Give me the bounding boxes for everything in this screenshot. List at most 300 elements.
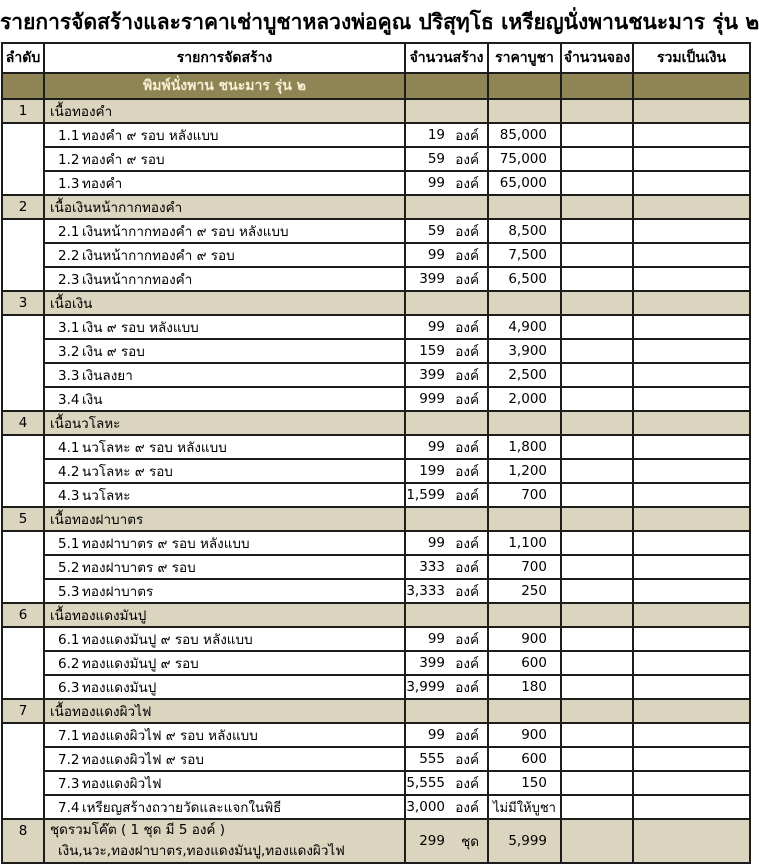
section-quantity-cell	[405, 507, 488, 531]
total-cell	[633, 531, 750, 555]
section-total-cell	[633, 291, 750, 315]
quantity-cell	[405, 747, 488, 771]
price-table	[1, 42, 751, 864]
item-label: ทองฝาบาตร ๙ รอบ	[82, 560, 196, 576]
quantity-cell	[405, 675, 488, 699]
total-cell	[633, 267, 750, 291]
quantity-cell	[405, 627, 488, 651]
section-reserved-cell	[561, 699, 633, 723]
quantity-unit: องค์	[455, 680, 479, 696]
section-name: เนื้อทองฝาบาตร	[44, 507, 405, 531]
section-price-cell	[488, 99, 561, 123]
total-cell	[633, 555, 750, 579]
reserved-cell	[561, 579, 633, 603]
item-cell	[44, 771, 405, 795]
section-price-cell	[488, 411, 561, 435]
price-cell: 4,900	[488, 315, 561, 339]
section-quantity-cell	[405, 99, 488, 123]
section-reserved-cell	[561, 291, 633, 315]
item-label: เงินลงยา	[82, 368, 133, 384]
price-cell: 6,500	[488, 267, 561, 291]
quantity-unit: ชุด	[461, 834, 479, 850]
section-reserved-cell	[561, 195, 633, 219]
section-index: 6	[2, 603, 44, 627]
reserved-cell	[561, 387, 633, 411]
quantity-cell	[405, 483, 488, 507]
item-number: 5.2	[58, 560, 80, 576]
total-cell	[633, 747, 750, 771]
quantity-value: 333	[419, 559, 445, 575]
total-cell	[633, 387, 750, 411]
item-row	[2, 747, 750, 771]
quantity-wrap	[406, 364, 487, 386]
section-reserved-cell	[561, 507, 633, 531]
section-index: 1	[2, 99, 44, 123]
quantity-value: 399	[419, 655, 445, 671]
section-total-cell	[633, 99, 750, 123]
reserved-cell	[561, 531, 633, 555]
quantity-cell	[405, 579, 488, 603]
quantity-wrap	[406, 268, 487, 290]
item-label: เหรียญสร้างถวายวัดและแจกในพิธี	[82, 800, 282, 816]
quantity-value: 99	[427, 247, 445, 263]
series-band-label: พิมพ์นั่งพาน ชนะมาร รุ่น ๒	[44, 73, 405, 99]
total-cell	[633, 795, 750, 819]
section-price-cell	[488, 507, 561, 531]
quantity-value: 99	[427, 631, 445, 647]
item-row	[2, 675, 750, 699]
quantity-wrap	[406, 124, 487, 146]
header-index: ลำดับ	[2, 43, 44, 73]
item-label: เงินหน้ากากทองคำ ๙ รอบ หลังแบบ	[82, 224, 289, 240]
quantity-wrap	[406, 484, 487, 506]
item-label: นวโลหะ	[82, 488, 131, 504]
quantity-value: 3,000	[406, 799, 445, 815]
price-cell: ไม่มีให้บูชา	[488, 795, 561, 819]
quantity-value: 99	[427, 319, 445, 335]
quantity-value: 159	[419, 343, 445, 359]
quantity-cell	[405, 651, 488, 675]
section-quantity-cell	[405, 603, 488, 627]
index-merged-cell	[2, 435, 44, 507]
quantity-cell	[405, 315, 488, 339]
section-price-cell	[488, 603, 561, 627]
total-cell	[633, 651, 750, 675]
reserved-cell	[561, 675, 633, 699]
item-number: 3.4	[58, 392, 80, 408]
item-label: ทองแดงผิวไฟ ๙ รอบ	[82, 752, 204, 768]
quantity-value: 3,999	[406, 679, 445, 695]
quantity-unit: องค์	[455, 536, 479, 552]
item-row	[2, 363, 750, 387]
item-row	[2, 483, 750, 507]
quantity-value: 555	[419, 751, 445, 767]
price-cell: 2,500	[488, 363, 561, 387]
reserved-cell	[561, 315, 633, 339]
quantity-unit: องค์	[455, 320, 479, 336]
item-number: 6.2	[58, 656, 80, 672]
item-row	[2, 531, 750, 555]
section-name: เนื้อทองคำ	[44, 99, 405, 123]
section-price-cell	[488, 699, 561, 723]
quantity-unit: องค์	[455, 560, 479, 576]
item-row	[2, 627, 750, 651]
price-cell: 1,800	[488, 435, 561, 459]
section-index: 5	[2, 507, 44, 531]
item-number: 1.1	[58, 128, 80, 144]
quantity-unit: องค์	[455, 440, 479, 456]
reserved-cell	[561, 795, 633, 819]
quantity-wrap	[406, 628, 487, 650]
section-reserved-cell	[561, 603, 633, 627]
quantity-unit: องค์	[455, 128, 479, 144]
table-header-row	[2, 43, 750, 73]
index-merged-cell	[2, 531, 44, 603]
quantity-value: 99	[427, 175, 445, 191]
reserved-cell	[561, 483, 633, 507]
item-number: 4.1	[58, 440, 80, 456]
item-label: ทองฝาบาตร ๙ รอบ หลังแบบ	[82, 536, 250, 552]
quantity-cell	[405, 123, 488, 147]
set-index: 8	[2, 819, 44, 863]
quantity-wrap	[406, 676, 487, 698]
reserved-cell	[561, 171, 633, 195]
quantity-cell	[405, 459, 488, 483]
quantity-cell	[405, 723, 488, 747]
total-cell	[633, 147, 750, 171]
quantity-cell	[405, 219, 488, 243]
item-row	[2, 651, 750, 675]
quantity-cell	[405, 243, 488, 267]
item-row	[2, 723, 750, 747]
price-cell: 1,200	[488, 459, 561, 483]
header-item: รายการจัดสร้าง	[44, 43, 405, 73]
band-cell-quantity	[405, 73, 488, 99]
section-index: 3	[2, 291, 44, 315]
page-title: รายการจัดสร้างและราคาเช่าบูชาหลวงพ่อคูณ ปริสุทฺโธ เหรียญนั่งพานชนะมาร รุ่น ๒	[0, 10, 759, 34]
item-cell	[44, 483, 405, 507]
quantity-wrap	[406, 772, 487, 794]
section-reserved-cell	[561, 411, 633, 435]
item-number: 3.1	[58, 320, 80, 336]
price-cell: 75,000	[488, 147, 561, 171]
total-cell	[633, 627, 750, 651]
quantity-wrap	[406, 580, 487, 602]
quantity-value: 5,555	[406, 775, 445, 791]
item-cell	[44, 459, 405, 483]
item-cell	[44, 315, 405, 339]
quantity-value: 99	[427, 727, 445, 743]
quantity-wrap	[406, 724, 487, 746]
header-reserved: จำนวนจอง	[561, 43, 633, 73]
total-cell	[633, 579, 750, 603]
section-row	[2, 507, 750, 531]
quantity-value: 1,599	[406, 487, 445, 503]
quantity-unit: องค์	[455, 224, 479, 240]
item-cell	[44, 627, 405, 651]
item-number: 2.3	[58, 272, 80, 288]
item-label: ทองคำ ๙ รอบ หลังแบบ	[82, 128, 219, 144]
quantity-wrap	[406, 316, 487, 338]
quantity-value: 99	[427, 535, 445, 551]
price-cell: 7,500	[488, 243, 561, 267]
item-row	[2, 387, 750, 411]
quantity-wrap	[406, 556, 487, 578]
item-cell	[44, 651, 405, 675]
item-row	[2, 795, 750, 819]
section-row	[2, 99, 750, 123]
reserved-cell	[561, 627, 633, 651]
total-cell	[633, 123, 750, 147]
item-label: ทองคำ ๙ รอบ	[82, 152, 165, 168]
quantity-unit: องค์	[455, 632, 479, 648]
item-number: 4.2	[58, 464, 80, 480]
quantity-cell	[405, 771, 488, 795]
quantity-unit: องค์	[455, 248, 479, 264]
quantity-unit: องค์	[455, 152, 479, 168]
quantity-wrap	[406, 244, 487, 266]
quantity-wrap	[406, 220, 487, 242]
quantity-cell	[405, 555, 488, 579]
item-cell	[44, 147, 405, 171]
quantity-unit: องค์	[455, 392, 479, 408]
item-cell	[44, 363, 405, 387]
quantity-cell	[405, 171, 488, 195]
quantity-wrap	[406, 652, 487, 674]
item-cell	[44, 675, 405, 699]
item-row	[2, 579, 750, 603]
item-number: 1.2	[58, 152, 80, 168]
reserved-cell	[561, 435, 633, 459]
quantity-cell	[405, 819, 488, 863]
total-cell	[633, 723, 750, 747]
quantity-unit: องค์	[455, 488, 479, 504]
section-total-cell	[633, 507, 750, 531]
item-cell	[44, 747, 405, 771]
section-quantity-cell	[405, 195, 488, 219]
quantity-wrap	[406, 796, 487, 818]
band-cell-index	[2, 73, 44, 99]
price-cell: 150	[488, 771, 561, 795]
index-merged-cell	[2, 123, 44, 195]
reserved-cell	[561, 123, 633, 147]
section-name: เนื้อทองแดงผิวไฟ	[44, 699, 405, 723]
series-band-row	[2, 73, 750, 99]
reserved-cell	[561, 243, 633, 267]
quantity-unit: องค์	[455, 584, 479, 600]
section-quantity-cell	[405, 411, 488, 435]
item-number: 7.4	[58, 800, 80, 816]
quantity-unit: องค์	[455, 776, 479, 792]
item-row	[2, 219, 750, 243]
item-row	[2, 555, 750, 579]
quantity-value: 299	[419, 833, 445, 849]
quantity-wrap	[406, 532, 487, 554]
header-quantity: จำนวนสร้าง	[405, 43, 488, 73]
item-number: 4.3	[58, 488, 80, 504]
item-row	[2, 315, 750, 339]
price-cell: 900	[488, 627, 561, 651]
quantity-value: 199	[419, 463, 445, 479]
section-quantity-cell	[405, 699, 488, 723]
item-cell	[44, 795, 405, 819]
quantity-wrap	[406, 830, 487, 852]
quantity-unit: องค์	[455, 752, 479, 768]
total-cell	[633, 675, 750, 699]
item-label: ทองฝาบาตร	[82, 584, 154, 600]
item-label: เงินหน้ากากทองคำ ๙ รอบ	[82, 248, 235, 264]
item-label: นวโลหะ ๙ รอบ	[82, 464, 173, 480]
price-cell: 5,999	[488, 819, 561, 863]
item-cell	[44, 243, 405, 267]
quantity-cell	[405, 267, 488, 291]
section-row	[2, 411, 750, 435]
item-cell	[44, 171, 405, 195]
reserved-cell	[561, 771, 633, 795]
quantity-cell	[405, 531, 488, 555]
item-row	[2, 243, 750, 267]
section-total-cell	[633, 699, 750, 723]
section-total-cell	[633, 411, 750, 435]
total-cell	[633, 243, 750, 267]
item-cell	[44, 555, 405, 579]
price-cell: 3,900	[488, 339, 561, 363]
total-cell	[633, 363, 750, 387]
section-index: 4	[2, 411, 44, 435]
section-name: เนื้อนวโลหะ	[44, 411, 405, 435]
quantity-unit: องค์	[455, 800, 479, 816]
section-name: เนื้อเงินหน้ากากทองคำ	[44, 195, 405, 219]
item-label: ทองแดงผิวไฟ	[82, 776, 162, 792]
price-cell: 600	[488, 651, 561, 675]
item-label: ทองแดงมันปู ๙ รอบ หลังแบบ	[82, 632, 253, 648]
section-row	[2, 699, 750, 723]
reserved-cell	[561, 459, 633, 483]
index-merged-cell	[2, 627, 44, 699]
quantity-unit: องค์	[455, 368, 479, 384]
index-merged-cell	[2, 219, 44, 291]
price-cell: 2,000	[488, 387, 561, 411]
item-number: 7.1	[58, 728, 80, 744]
section-name: เนื้อทองแดงมันปู	[44, 603, 405, 627]
total-cell	[633, 459, 750, 483]
item-label: ทองแดงมันปู ๙ รอบ	[82, 656, 199, 672]
item-number: 3.2	[58, 344, 80, 360]
item-row	[2, 171, 750, 195]
item-cell	[44, 339, 405, 363]
total-cell	[633, 435, 750, 459]
quantity-cell	[405, 795, 488, 819]
quantity-cell	[405, 147, 488, 171]
item-cell	[44, 123, 405, 147]
item-number: 5.3	[58, 584, 80, 600]
item-cell	[44, 579, 405, 603]
total-cell	[633, 339, 750, 363]
set-line1: ชุดรวมโค๊ต ( 1 ชุด มี 5 องค์ )	[50, 822, 226, 838]
total-cell	[633, 219, 750, 243]
section-index: 2	[2, 195, 44, 219]
item-row	[2, 339, 750, 363]
quantity-value: 399	[419, 367, 445, 383]
reserved-cell	[561, 723, 633, 747]
section-quantity-cell	[405, 291, 488, 315]
section-price-cell	[488, 195, 561, 219]
price-cell: 900	[488, 723, 561, 747]
quantity-wrap	[406, 340, 487, 362]
reserved-cell	[561, 147, 633, 171]
item-cell	[44, 387, 405, 411]
quantity-cell	[405, 363, 488, 387]
quantity-unit: องค์	[455, 272, 479, 288]
reserved-cell	[561, 363, 633, 387]
quantity-wrap	[406, 460, 487, 482]
reserved-cell	[561, 747, 633, 771]
quantity-value: 999	[419, 391, 445, 407]
price-cell: 85,000	[488, 123, 561, 147]
item-row	[2, 459, 750, 483]
price-cell: 600	[488, 747, 561, 771]
quantity-value: 59	[427, 223, 445, 239]
total-cell	[633, 171, 750, 195]
quantity-value: 3,333	[406, 583, 445, 599]
reserved-cell	[561, 219, 633, 243]
band-cell-price	[488, 73, 561, 99]
quantity-wrap	[406, 436, 487, 458]
item-label: เงิน	[82, 392, 103, 408]
quantity-unit: องค์	[455, 656, 479, 672]
quantity-unit: องค์	[455, 728, 479, 744]
reserved-cell	[561, 339, 633, 363]
quantity-value: 399	[419, 271, 445, 287]
item-label: เงินหน้ากากทองคำ	[82, 272, 193, 288]
quantity-value: 59	[427, 151, 445, 167]
item-label: ทองแดงผิวไฟ ๙ รอบ หลังแบบ	[82, 728, 258, 744]
item-number: 3.3	[58, 368, 80, 384]
total-cell	[633, 771, 750, 795]
item-label: ทองคำ	[82, 176, 123, 192]
item-cell	[44, 723, 405, 747]
item-row	[2, 267, 750, 291]
item-label: ทองแดงมันปู	[82, 680, 157, 696]
price-cell: 700	[488, 483, 561, 507]
quantity-value: 19	[427, 127, 445, 143]
section-reserved-cell	[561, 99, 633, 123]
item-row	[2, 123, 750, 147]
item-cell	[44, 531, 405, 555]
item-number: 1.3	[58, 176, 80, 192]
item-row	[2, 435, 750, 459]
header-total: รวมเป็นเงิน	[633, 43, 750, 73]
price-cell: 1,100	[488, 531, 561, 555]
section-total-cell	[633, 603, 750, 627]
set-total-cell	[633, 819, 750, 863]
quantity-value: 99	[427, 439, 445, 455]
total-cell	[633, 315, 750, 339]
reserved-cell	[561, 555, 633, 579]
quantity-unit: องค์	[455, 176, 479, 192]
price-cell: 180	[488, 675, 561, 699]
index-merged-cell	[2, 723, 44, 819]
quantity-unit: องค์	[455, 344, 479, 360]
table-body	[2, 73, 750, 863]
band-cell-reserved	[561, 73, 633, 99]
set-reserved-cell	[561, 819, 633, 863]
price-cell: 65,000	[488, 171, 561, 195]
item-cell	[44, 267, 405, 291]
item-row	[2, 771, 750, 795]
quantity-wrap	[406, 148, 487, 170]
item-cell	[44, 219, 405, 243]
